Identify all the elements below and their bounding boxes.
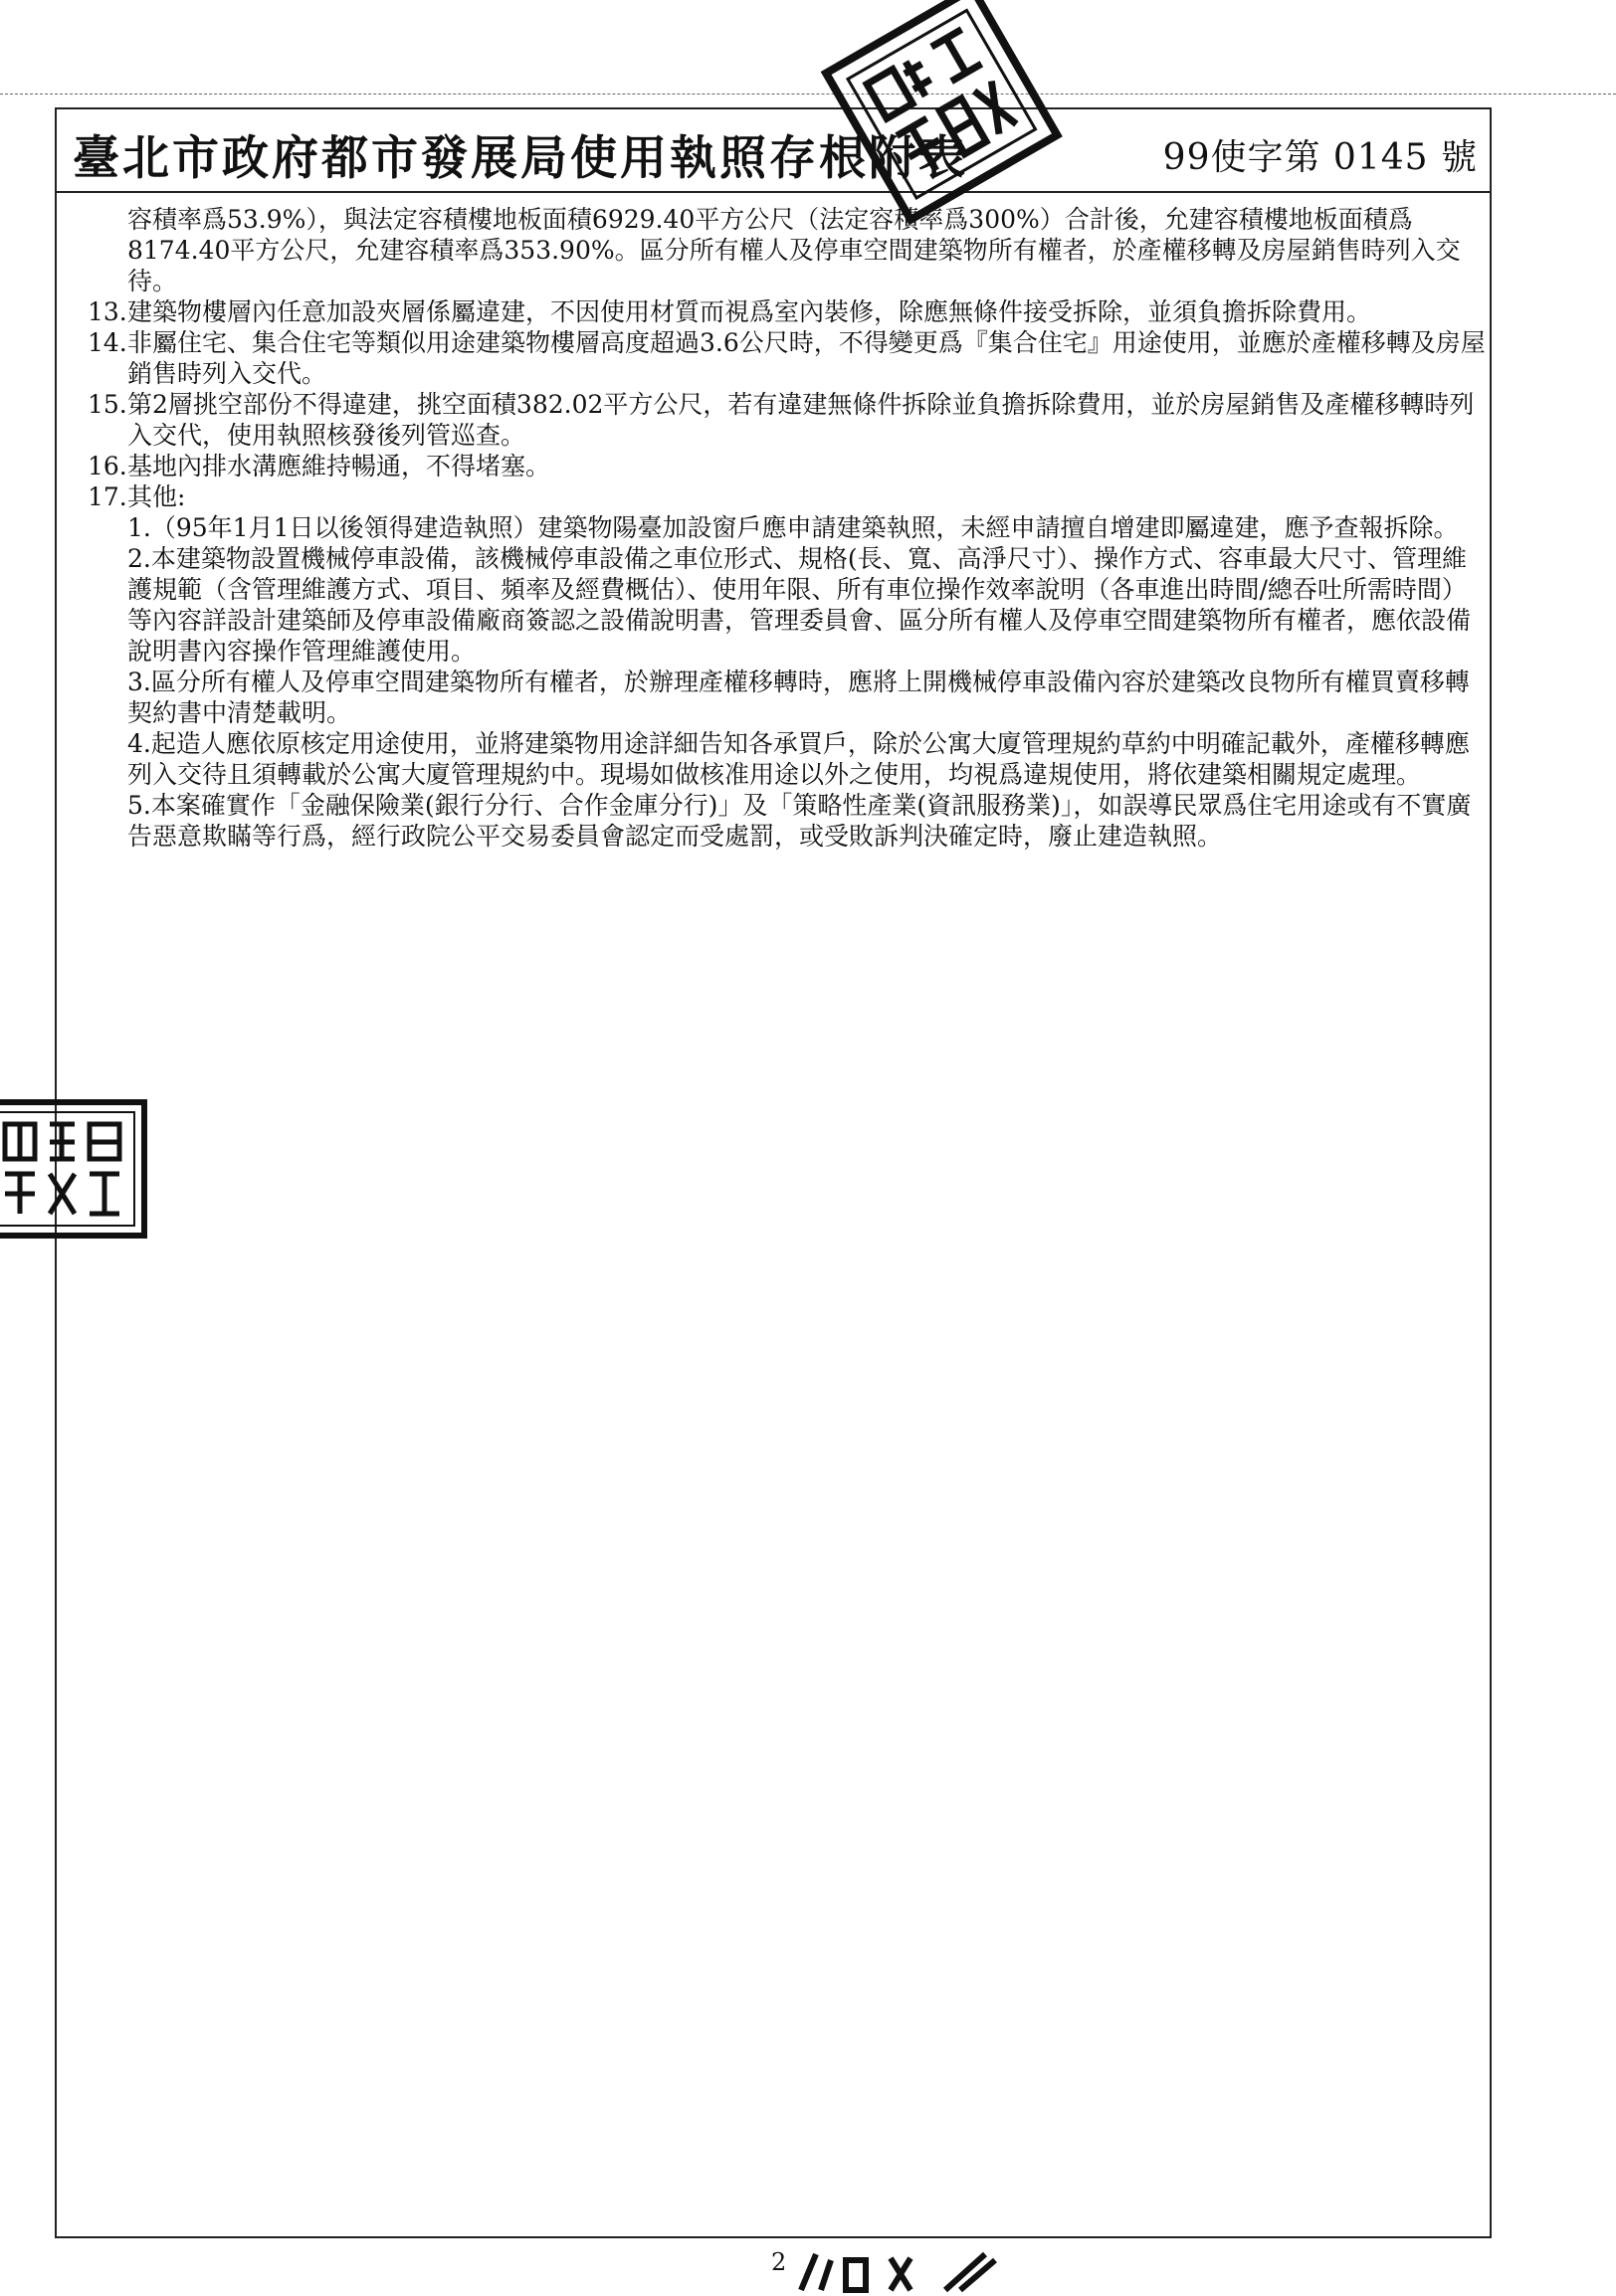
clause-text: 第2層挑空部份不得違建，挑空面積382.02平方公尺，若有違建無條件拆除並負擔拆除費用，並於房屋銷售及產權移轉時列入交代，使用執照核發後列管巡查。 <box>127 390 1475 450</box>
clause-text: 建築物樓層內任意加設夾層係屬違建，不因使用材質而視爲室內裝修，除應無條件接受拆除，並須負擔拆除費用。 <box>127 297 1372 326</box>
document-title: 臺北市政府都市發展局使用執照存根附表 <box>73 131 968 186</box>
clause-15 <box>88 389 1489 451</box>
sub-clause-5: 5.本案確實作「金融保險業(銀行分行、合作金庫分行)」及「策略性產業(資訊服務業)」，如誤導民眾爲住宅用途或有不實廣告惡意欺瞞等行爲，經行政院公平交易委員會認定而受處罰，或受敗訴判決確定時，廢止建造執照。 <box>127 791 1472 851</box>
clause-number: 13. <box>88 297 127 326</box>
sub-clause-3: 3.區分所有權人及停車空間建築物所有權者，於辦理產權移轉時，應將上開機械停車設備內容於建築改良物所有權買賣移轉契約書中清楚載明。 <box>127 668 1470 727</box>
sub-clause-4: 4.起造人應依原核定用途使用，並將建築物用途詳細告知各承買戶，除於公寓大廈管理規約草約中明確記載外，產權移轉應列入交待且須轉載於公寓大廈管理規約中。現場如做核准用途以外之使用，均視爲違規使用，將依建築相關規定處理。 <box>127 729 1470 789</box>
page-number: 2 <box>771 2248 787 2276</box>
document-body <box>88 204 1489 852</box>
sub-clause-2: 2.本建築物設置機械停車設備，該機械停車設備之車位形式、規格(長、寬、高淨尺寸）、操作方式、容車最大尺寸、管理維護規範（含管理維護方式、項目、頻率及經費概估）、使用年限、所有車位操作效率說明（各車進出時間/總吞吐所需時間）等內容詳設計建築師及停車設備廠商簽認之設備說明書，管理委員會、區分所有權人及停車空間建築物所有權者，應依設備說明書內容操作管理維護使用。 <box>127 544 1472 666</box>
sub-clause-1: 1.（95年1月1日以後領得建造執照）建築物陽臺加設窗戶應申請建築執照，未經申請擅自增建即屬違建，應予查報拆除。 <box>127 513 1459 542</box>
official-seal-bottom <box>796 2250 1045 2296</box>
clause-number: 16. <box>88 452 127 480</box>
continuation-paragraph: 容積率爲53.9%），與法定容積樓地板面積6929.40平方公尺（法定容積率爲300%）合計後，允建容積樓地板面積爲8174.40平方公尺，允建容積率爲353.90%。區分所有權人及停車空間建築物所有權者，於產權移轉及房屋銷售時列入交待。 <box>127 205 1461 295</box>
clause-text: 非屬住宅、集合住宅等類似用途建築物樓層高度超過3.6公尺時，不得變更爲『集合住宅』用途使用，並應於產權移轉及房屋銷售時列入交代。 <box>127 328 1486 388</box>
clause-16 <box>88 451 1489 481</box>
clause-number: 17. <box>88 482 127 511</box>
clause-text: 基地內排水溝應維持暢通，不得堵塞。 <box>127 452 551 480</box>
clause-number: 15. <box>88 390 127 419</box>
permit-number: 99使字第 0145 號 <box>1162 137 1478 178</box>
clause-text: 其他: <box>127 482 186 511</box>
clause-13 <box>88 296 1489 327</box>
official-seal-left <box>0 1094 149 1244</box>
clause-17 <box>88 481 1489 512</box>
header-row <box>55 107 1492 193</box>
clause-number: 14. <box>88 328 127 357</box>
clause-14 <box>88 327 1489 389</box>
